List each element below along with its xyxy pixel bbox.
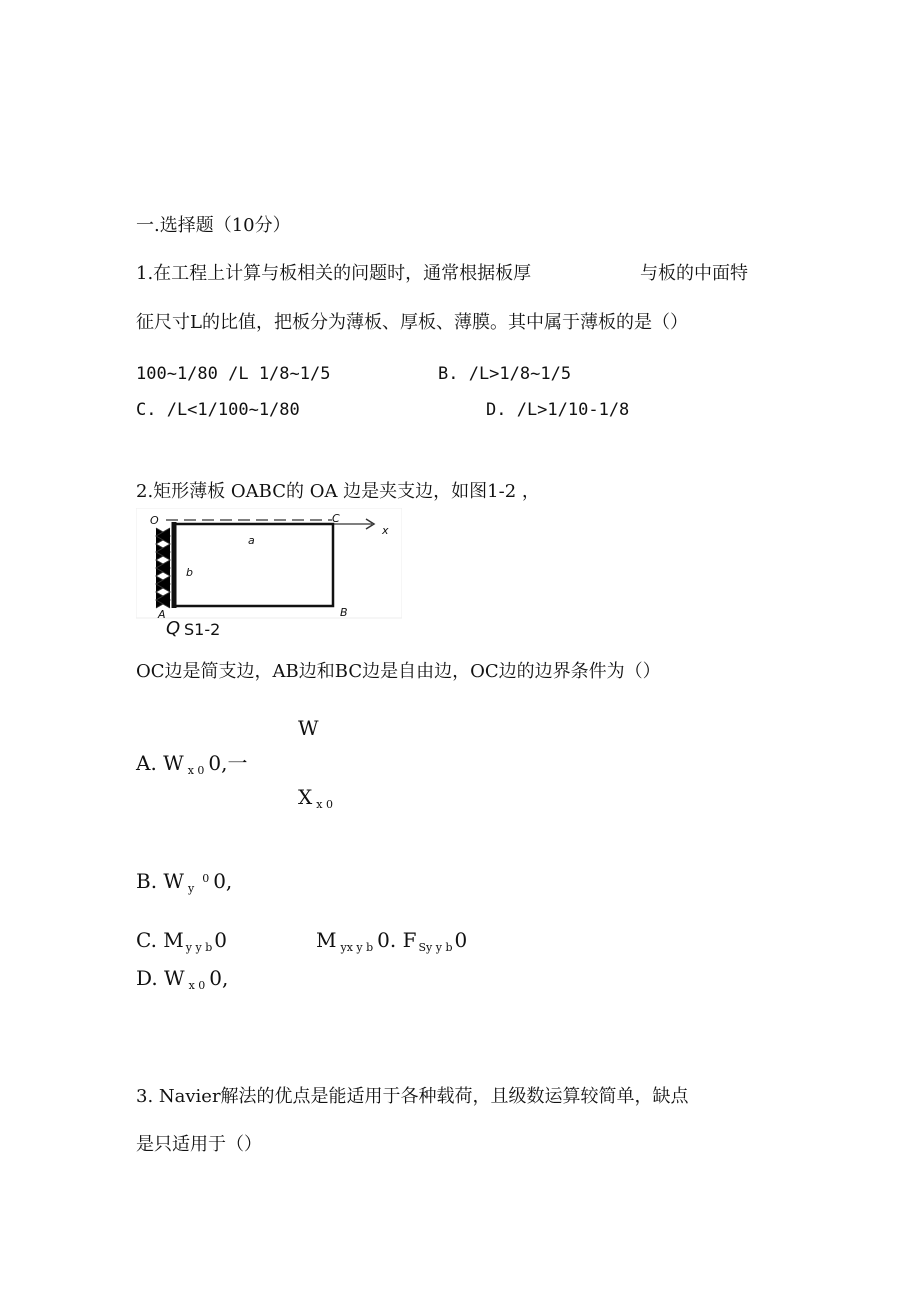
q2-option-d: D. W $_{x 0}$ 0, <box>136 966 229 992</box>
q2-option-c-rest: M $_{yx y b}$ 0. F $_{Sy y b}$ 0 <box>316 928 468 954</box>
q1-line1-end: 与板的中面特 <box>640 263 748 284</box>
q1-option-b: B. /L>1/8~1/5 <box>438 364 572 384</box>
q1-line1-start: 1.在工程上计算与板相关的问题时，通常根据板厚 <box>136 263 532 284</box>
label-o: O <box>150 514 159 527</box>
q2-line2: OC边是简支边，AB边和BC边是自由边，OC边的边界条件为（） <box>136 661 661 682</box>
label-side-a: a <box>248 534 255 547</box>
q2-option-b: B. W $_y^0$ 0, <box>136 869 233 895</box>
q1-option-a: 100~1/80 /L 1/8~1/5 <box>136 364 331 384</box>
clamp-hatching <box>156 528 170 608</box>
q1-option-d: D. /L>1/10-1/8 <box>486 400 630 420</box>
figure-caption: S1-2 <box>184 620 221 639</box>
label-c: C <box>332 512 340 525</box>
q1-option-c: C. /L<1/100~1/80 <box>136 400 300 420</box>
label-side-b: b <box>186 566 193 579</box>
q2-option-a: A. W $_{x 0}$ 0,一 <box>136 751 248 777</box>
q2-option-c: C. M $_{y y b}$ 0 <box>136 928 227 954</box>
q2-option-a-denominator: X $_{x 0}$ <box>298 785 333 811</box>
figure-caption-q: Q <box>166 618 181 639</box>
section-title: 一.选择题（10分） <box>136 215 291 236</box>
q3-line1: 3. Navier解法的优点是能适用于各种载荷，且级数运算较简单，缺点 <box>136 1086 689 1107</box>
q2-option-a-numerator: W <box>298 716 319 740</box>
q1-line2: 征尺寸L的比值，把板分为薄板、厚板、薄膜。其中属于薄板的是（） <box>136 312 688 333</box>
label-x: x <box>382 524 389 537</box>
label-corner-a: A <box>158 608 166 621</box>
q2-line1: 2.矩形薄板 OABC的 OA 边是夹支边，如图1-2 ， <box>136 481 540 502</box>
label-corner-b: B <box>340 606 348 619</box>
q3-line2: 是只适用于（） <box>136 1134 262 1155</box>
